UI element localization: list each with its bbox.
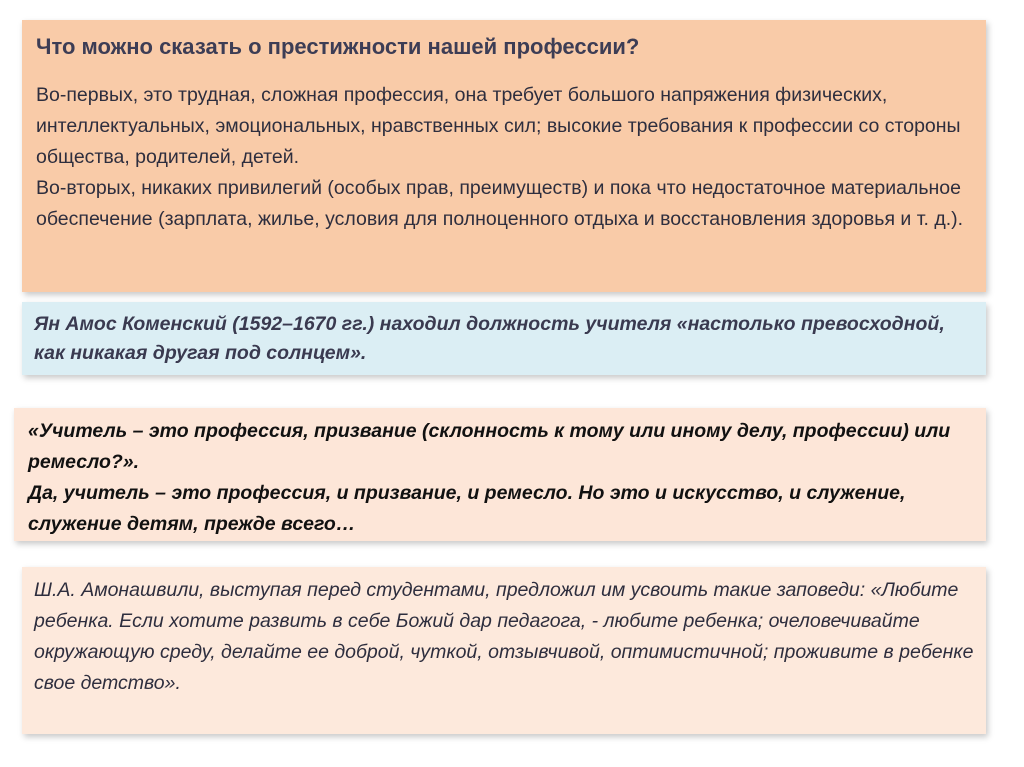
prestige-block [22, 20, 986, 292]
comenius-quote-text: Ян Амос Коменский (1592–1670 гг.) находил должность учителя «настолько превосходной, как никакая другая под солнцем». [34, 313, 945, 364]
teacher-vocation-block [14, 408, 986, 541]
amonashvili-quote-text: Ш.А. Амонашвили, выступая перед студентами, предложил им усвоить такие заповеди: «Любите ребенка. Если хотите развить в себе Божий дар педагога, - любите ребенка; очеловечивайте окружающую среду, делайте ее доброй, чуткой, отзывчивой, оптимистичной; проживите в ребенке свое детство». [34, 579, 974, 694]
amonashvili-quote-block [22, 567, 986, 734]
prestige-paragraph-second: Во-вторых, никаких привилегий (особых прав, преимуществ) и пока что недостаточное материальное обеспечение (зарплата, жилье, условия для полноценного отдыха и восстановления здоровья и т. д.). [36, 177, 964, 230]
prestige-title: Что можно сказать о престижности нашей профессии? [36, 34, 640, 59]
teacher-vocation-question: «Учитель – это профессия, призвание (склонность к тому или иному делу, профессии) или ремесло?». [28, 420, 951, 473]
comenius-quote-block [22, 302, 986, 375]
prestige-paragraph-first: Во-первых, это трудная, сложная профессия, она требует большого напряжения физических, интеллектуальных, эмоциональных, нравственных сил; высокие требования к профессии со стороны общества, родителей, детей. [36, 84, 961, 168]
teacher-vocation-answer: Да, учитель – это профессия, и призвание, и ремесло. Но это и искусство, и служение, служение детям, прежде всего… [28, 482, 906, 535]
prestige-body [36, 80, 974, 235]
teacher-vocation-body [28, 416, 974, 540]
